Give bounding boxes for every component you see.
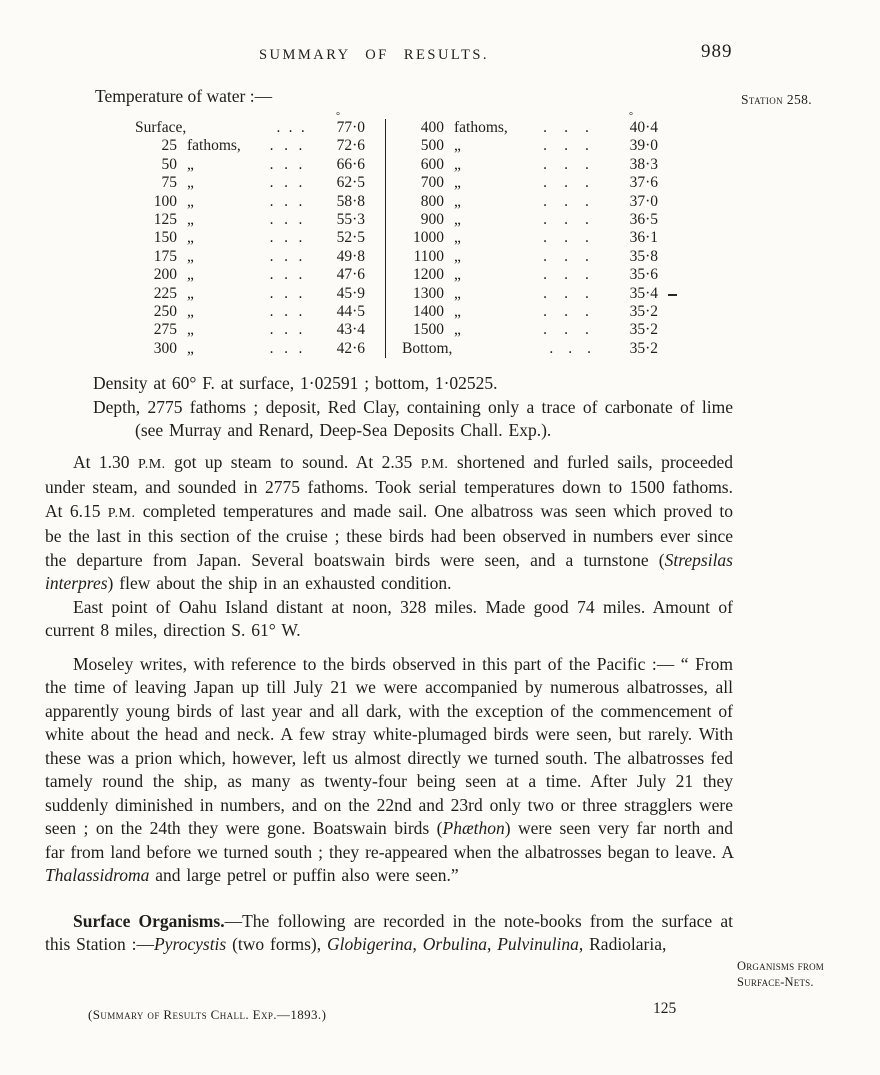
leader-dots: . . . [543, 192, 589, 210]
unit-or-ditto-mark: „ [187, 247, 194, 265]
depth-label: Bottom, [402, 339, 453, 357]
paragraph-surface-organisms: Surface Organisms.—The following are recorded in the note-books from the surface at this Station :—Pyrocystis (two forms), Globigerina, Orbulina, Pulvinulina, Radiolaria, [45, 910, 733, 954]
table-row [402, 285, 662, 303]
depth-label: 100 [153, 192, 177, 210]
table-row [135, 248, 385, 266]
temperature-value: 52·5 [336, 229, 365, 247]
unit-or-ditto-mark: „ [187, 284, 194, 302]
depth-label: 25 [161, 137, 177, 155]
leader-dots: . . . [269, 284, 303, 302]
temperature-value: 62·5 [336, 174, 365, 192]
unit-or-ditto-mark: „ [454, 229, 461, 247]
unit-or-ditto-mark: „ [454, 174, 461, 192]
table-row [402, 111, 662, 137]
leader-dots: . . . [543, 155, 589, 173]
temperature-value: 42·6 [336, 339, 365, 357]
temperature-value: 58·8 [336, 192, 365, 210]
table-row [402, 248, 662, 266]
temperature-value: 35·2 [629, 339, 658, 357]
depth-label: 300 [153, 339, 177, 357]
temperature-value: 35·6 [629, 266, 658, 284]
temperature-table-left-column [135, 111, 386, 358]
depth-label: 400 [420, 119, 444, 136]
leader-dots: . . . [269, 192, 303, 210]
temperature-value: 37·0 [629, 192, 658, 210]
leader-dots: . . . [269, 321, 303, 339]
table-row [402, 193, 662, 211]
depth-label: 800 [420, 192, 444, 210]
table-row [402, 321, 662, 339]
depth-label: 1300 [413, 284, 444, 302]
unit-or-ditto-mark: „ [454, 155, 461, 173]
temperature-value: 49·8 [336, 247, 365, 265]
table-row [402, 137, 662, 155]
temperature-value: 39·0 [629, 137, 658, 155]
depth-label: 1400 [413, 302, 444, 320]
table-row [135, 303, 385, 321]
table-row [402, 174, 662, 192]
footer-sheet-number: 125 [653, 1000, 677, 1017]
unit-or-ditto-mark: „ [187, 192, 194, 210]
depth-label: 275 [153, 321, 177, 339]
temperature-value: 55·3 [336, 210, 365, 228]
table-row [135, 321, 385, 339]
depth-label: 600 [420, 155, 444, 173]
unit-or-ditto-mark: „ [187, 229, 194, 247]
leader-dots: . . . [543, 210, 589, 228]
table-row [135, 193, 385, 211]
unit-or-ditto-mark: „ [454, 266, 461, 284]
temperature-value: 35·2 [629, 321, 658, 339]
temperature-value: ° 77·0 [336, 111, 365, 136]
depth-label: 700 [420, 174, 444, 192]
body-text-block [45, 372, 733, 957]
paragraph-moseley-quote: Moseley writes, with reference to the birds observed in this part of the Pacific :— “ From the time of leaving Japan up till July 21 we were accompanied by numerous albatrosses, all apparently young birds of last year and all dark, with the exception of the commencement of white about the head and neck. A few stray white-plumaged birds were seen, but rarely. With these was a prion which, however, left us almost directly we turned south. The albatrosses fed tamely round the ship, as many as twenty-four being seen at a time. After July 21 they suddenly diminished in numbers, and on the 22nd and 23rd only two or three stragglers were seen ; on the 24th they were gone. Boatswain birds (Phæthon) were seen very far north and far from land before we turned south ; they re-appeared when the albatrosses began to leave. A Thalassidroma and large petrel or puffin also were seen.” [45, 653, 733, 885]
temperature-value: 66·6 [336, 155, 365, 173]
depth-label: 175 [153, 247, 177, 265]
margin-note-organisms-line2: Surface-Nets. [737, 974, 814, 989]
leader-dots: . . . [543, 229, 589, 247]
margin-note-organisms-line1: Organisms from [737, 959, 824, 973]
temperature-value: 35·2 [629, 302, 658, 320]
unit-or-ditto-mark: „ [454, 247, 461, 265]
unit-or-ditto-mark: „ [454, 321, 461, 339]
leader-dots: . . . [543, 284, 589, 302]
table-row [135, 340, 385, 358]
table-row [135, 156, 385, 174]
paragraph-density: Density at 60° F. at surface, 1·02591 ; bottom, 1·02525. [93, 373, 498, 393]
leader-dots: . . . [543, 247, 589, 265]
leader-dots: . . . [276, 119, 305, 136]
table-row [135, 285, 385, 303]
depth-label: 125 [153, 210, 177, 228]
unit-or-ditto-mark: „ [187, 155, 194, 173]
leader-dots: . . . [543, 321, 589, 339]
leader-dots: . . . [269, 247, 303, 265]
temperature-heading: Temperature of water :— [95, 86, 273, 106]
unit-or-ditto-mark: „ [454, 302, 461, 320]
depth-label: 75 [161, 174, 177, 192]
leader-dots: . . . [543, 137, 589, 155]
leader-dots: . . . [543, 302, 589, 320]
leader-dots: . . . [543, 266, 589, 284]
temperature-table-right-column [386, 111, 662, 358]
unit-or-ditto-mark: „ [454, 210, 461, 228]
depth-label: 225 [153, 284, 177, 302]
temperature-value: 72·6 [336, 137, 365, 155]
leader-dots: . . . [269, 155, 303, 173]
page-number: 989 [701, 41, 733, 62]
unit-or-ditto-mark: „ [454, 192, 461, 210]
table-row [135, 137, 385, 155]
unit-or-ditto-mark: „ [454, 284, 461, 302]
table-row [135, 174, 385, 192]
unit-or-ditto-mark: fathoms, [187, 137, 241, 155]
scan-artifact-dash [668, 294, 677, 296]
temperature-value: 47·6 [336, 266, 365, 284]
footer-imprint: (Summary of Results Chall. Exp.—1893.) [88, 1007, 327, 1022]
depth-label: 150 [153, 229, 177, 247]
depth-label: Surface, [135, 119, 187, 136]
paragraph-sounding-narrative: At 1.30 P.M. got up steam to sound. At 2.35 P.M. shortened and furled sails, proceeded under steam, and sounded in 2775 fathoms. Took serial temperatures down to 1500 fathoms. At 6.15 P.M. completed temperatures and made sail. One albatross was seen which proved to be the last in this section of the cruise ; these birds had been observed in numbers ever since the departure from Japan. Several boatswain birds were seen, and a turnstone (Strepsilas interpres) flew about the ship in an exhausted condition. [45, 451, 734, 593]
unit-or-ditto-mark: „ [187, 210, 194, 228]
leader-dots: . . . [269, 266, 303, 284]
unit-or-ditto-mark: fathoms, [454, 119, 508, 136]
paragraph-depth-deposit: Depth, 2775 fathoms ; deposit, Red Clay, containing only a trace of carbonate of lime (see Murray and Renard, Deep-Sea Deposits Chall. Exp.). [93, 396, 733, 440]
temperature-value: 36·1 [629, 229, 658, 247]
paragraph-distance: East point of Oahu Island distant at noon, 328 miles. Made good 74 miles. Amount of current 8 miles, direction S. 61° W. [45, 596, 733, 640]
leader-dots: . . . [269, 137, 303, 155]
running-head: SUMMARY OF RESULTS. [258, 47, 490, 63]
temperature-table [135, 111, 662, 358]
leader-dots: . . . [269, 302, 303, 320]
temperature-value: 38·3 [629, 155, 658, 173]
unit-or-ditto-mark: „ [187, 302, 194, 320]
table-row [402, 229, 662, 247]
depth-label: 1100 [413, 247, 444, 265]
depth-label: 200 [153, 266, 177, 284]
temperature-value: 37·6 [629, 174, 658, 192]
table-row [135, 229, 385, 247]
temperature-value: 43·4 [336, 321, 365, 339]
leader-dots: . . . [269, 339, 303, 357]
leader-dots: . . . [543, 174, 589, 192]
table-row [135, 266, 385, 284]
depth-label: 250 [153, 302, 177, 320]
table-row [135, 111, 385, 137]
table-row [402, 156, 662, 174]
temperature-value: 44·5 [336, 302, 365, 320]
leader-dots: . . . [549, 339, 591, 357]
temperature-value: 45·9 [336, 284, 365, 302]
depth-label: 50 [161, 155, 177, 173]
degree-mark: ° [629, 111, 633, 122]
unit-or-ditto-mark: „ [187, 266, 194, 284]
table-row [402, 303, 662, 321]
depth-label: 1200 [413, 266, 444, 284]
unit-or-ditto-mark: „ [454, 137, 461, 155]
leader-dots: . . . [543, 119, 589, 136]
depth-label: 1000 [413, 229, 444, 247]
table-row [402, 266, 662, 284]
temperature-value: 35·8 [629, 247, 658, 265]
temperature-value: 36·5 [629, 210, 658, 228]
table-row [135, 211, 385, 229]
temperature-value: ° 40·4 [629, 111, 658, 136]
depth-label: 1500 [413, 321, 444, 339]
depth-label: 900 [420, 210, 444, 228]
margin-note-station: Station 258. [741, 92, 813, 107]
depth-label: 500 [420, 137, 444, 155]
leader-dots: . . . [269, 229, 303, 247]
table-row [402, 211, 662, 229]
table-row [402, 340, 662, 358]
degree-mark: ° [336, 111, 340, 122]
unit-or-ditto-mark: „ [187, 174, 194, 192]
unit-or-ditto-mark: „ [187, 321, 194, 339]
leader-dots: . . . [269, 210, 303, 228]
margin-note-organisms [737, 959, 855, 990]
temperature-value: 35·4 [629, 284, 658, 302]
leader-dots: . . . [269, 174, 303, 192]
unit-or-ditto-mark: „ [187, 339, 194, 357]
